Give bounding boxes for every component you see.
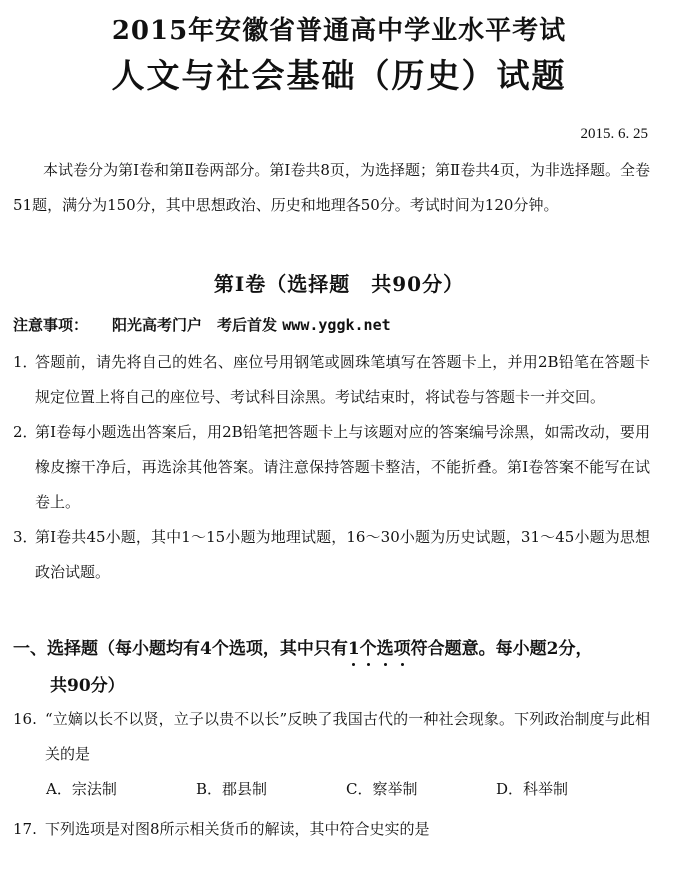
emphasis-char: 个: [359, 639, 377, 659]
emphasis-char: 1: [347, 639, 360, 659]
instruction-item: [13, 345, 650, 415]
instruction-number: 2．: [13, 423, 38, 441]
instruction-item: [13, 415, 650, 520]
question-number: 17.: [13, 820, 37, 838]
part-heading-suffix: 符合题意。每小题2分，: [410, 639, 593, 659]
part-heading-line2: 共90分）: [50, 676, 125, 696]
option-d: D．科举制: [496, 780, 569, 798]
notice-url: www.yggk.net: [282, 316, 391, 334]
exam-date: 2015. 6. 25: [580, 126, 648, 142]
part-heading-prefix: 一、选择题（每小题均有4个选项，其中只有: [13, 639, 348, 659]
exam-subtitle: 人文与社会基础（历史）试题: [111, 56, 567, 95]
emphasis-char: 选: [376, 639, 394, 659]
instruction-text: 第Ⅰ卷每小题选出答案后，用2B铅笔把答题卡上与该题对应的答案编号涂黑，如需改动，要用橡皮擦干净后，再选涂其他答案。请注意保持答题卡整洁，不能折叠。第Ⅰ卷答案不能写在试卷上。: [35, 423, 650, 511]
emphasis-char: 项: [393, 639, 411, 659]
question-16-options: [46, 772, 646, 807]
question-17: [13, 812, 650, 847]
exam-title: 2015年安徽省普通高中学业水平考试: [111, 16, 567, 46]
question-number: 16.: [13, 710, 37, 728]
notice-line: [13, 314, 391, 335]
instruction-text: 第Ⅰ卷共45小题，其中1～15小题为地理试题，16～30小题为历史试题，31～45小题为思想政治试题。: [35, 528, 650, 581]
part-heading: [13, 631, 653, 705]
instruction-number: 3．: [13, 528, 38, 546]
section-title: 第Ⅰ卷（选择题 共90分）: [213, 272, 465, 296]
notice-label: 注意事项：: [13, 316, 89, 334]
instruction-item: [13, 520, 650, 590]
option-c: C．察举制: [346, 780, 418, 798]
notice-source: 阳光高考门户 考后首发: [112, 316, 278, 334]
instruction-text: 答题前，请先将自己的姓名、座位号用钢笔或圆珠笔填写在答题卡上，并用2B铅笔在答题卡规定位置上将自己的座位号、考试科目涂黑。考试结束时，将试卷与答题卡一并交回。: [35, 353, 650, 406]
option-b: B．郡县制: [196, 780, 268, 798]
instruction-number: 1．: [13, 353, 38, 371]
question-text: 下列选项是对图8所示相关货币的解读，其中符合史实的是: [45, 820, 430, 838]
instruction-list: [13, 345, 650, 590]
option-a: A．宗法制: [46, 780, 117, 798]
question-text: “立嫡以长不以贤，立子以贵不以长”反映了我国古代的一种社会现象。下列政治制度与此相关的是: [45, 710, 650, 763]
question-16: [13, 702, 650, 772]
intro-paragraph: 本试卷分为第Ⅰ卷和第Ⅱ卷两部分。第Ⅰ卷共8页，为选择题；第Ⅱ卷共4页，为非选择题。全卷51题，满分为150分，其中思想政治、历史和地理各50分。考试时间为120分钟。: [13, 161, 650, 214]
